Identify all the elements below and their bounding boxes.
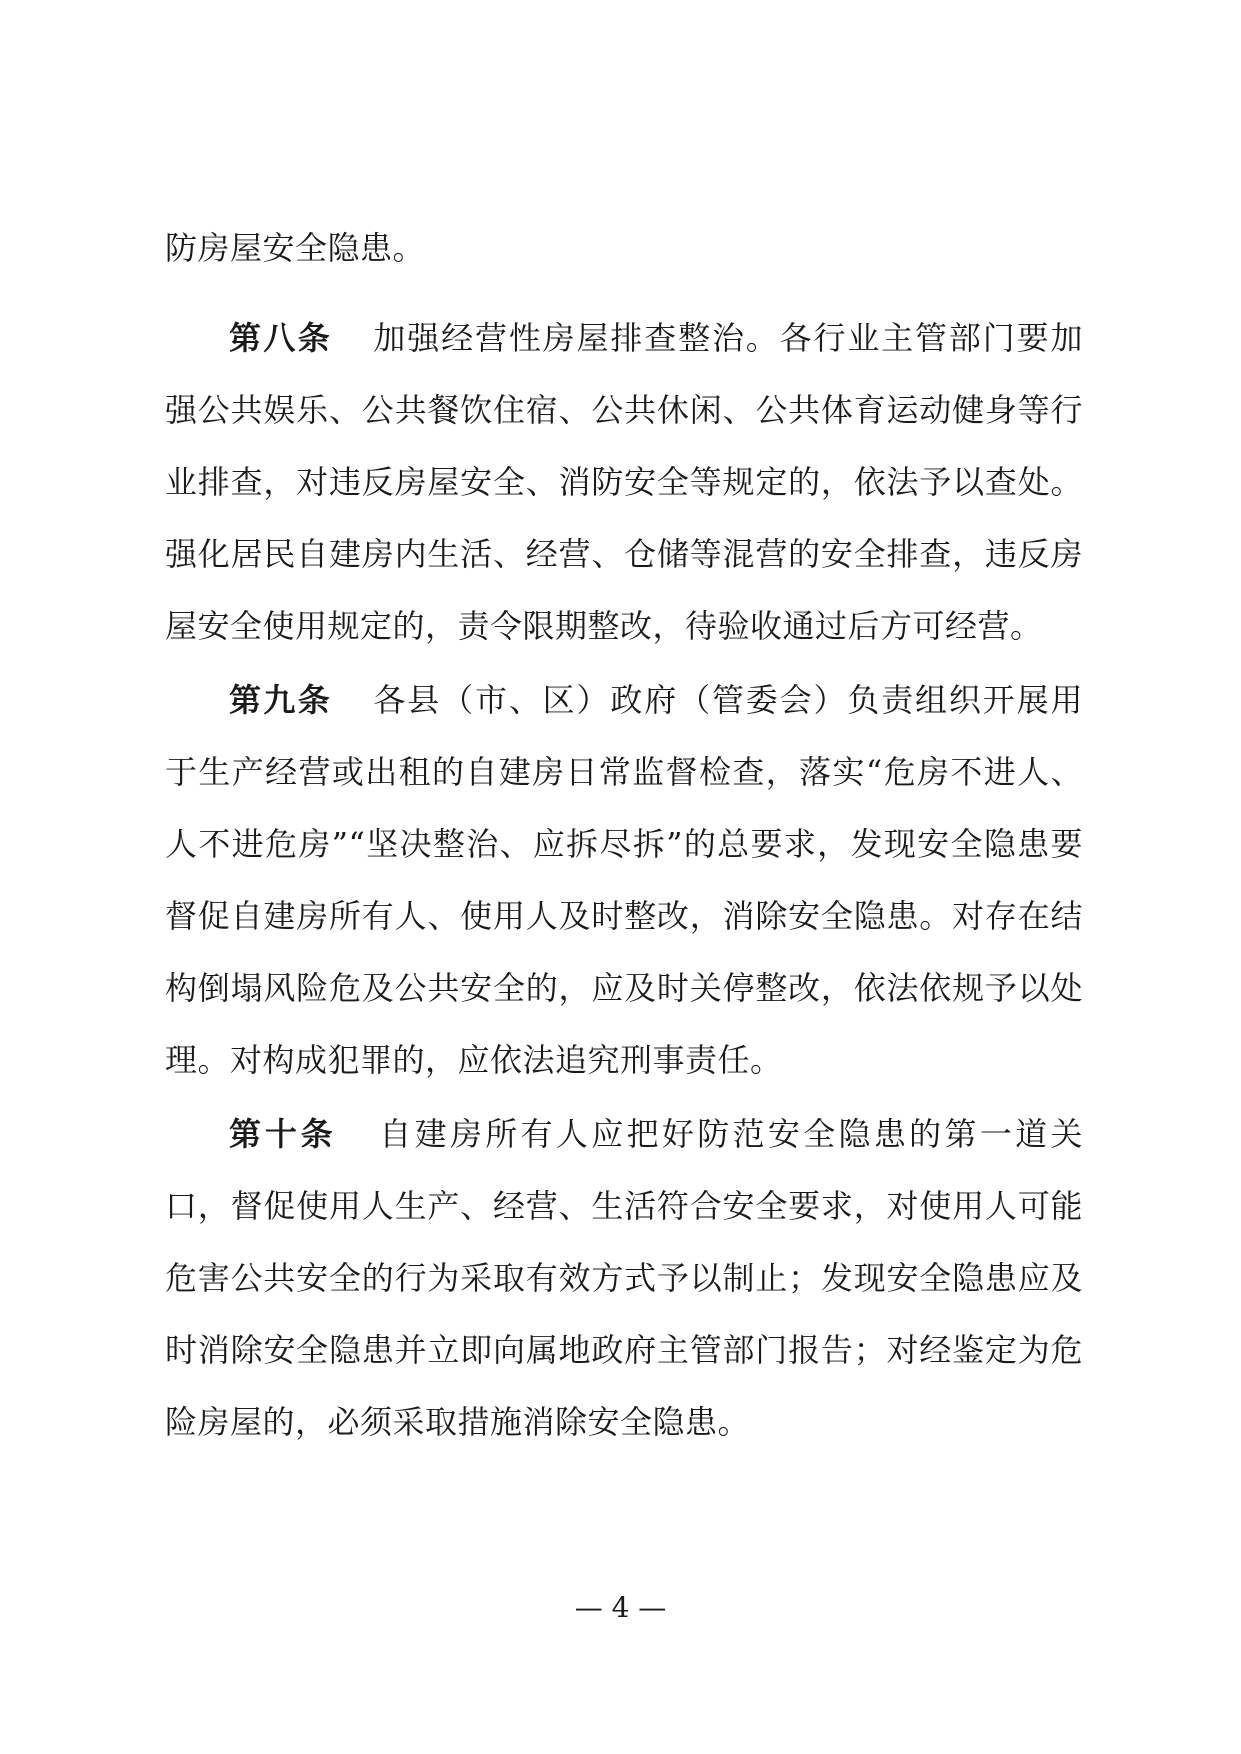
article-10-paragraph (165, 1098, 1083, 1458)
continuation-text: 防房屋安全隐患。 (165, 229, 426, 267)
article-9-body: 各县（市、区）政府（管委会）负责组织开展用于生产经营或出租的自建房日常监督检查，落实“危房不进人、人不进危房”“坚决整治、应拆尽拆”的总要求，发现安全隐患要督促自建房所有人、使用人及时整改，消除安全隐患。对存在结构倒塌风险危及公共安全的，应及时关停整改，依法依规予以处理。对构成犯罪的，应依法追究刑事责任。 (165, 681, 1083, 1079)
article-10-heading: 第十条 (229, 1115, 337, 1153)
page-number: — 4 — (574, 1591, 667, 1624)
article-9-heading: 第九条 (229, 681, 333, 719)
article-8-paragraph (165, 302, 1083, 662)
article-9-paragraph (165, 664, 1083, 1096)
article-10 (165, 1098, 1083, 1458)
continuation-paragraph (165, 212, 1083, 284)
article-8-body: 加强经营性房屋排查整治。各行业主管部门要加强公共娱乐、公共餐饮住宿、公共休闲、公共体育运动健身等行业排查，对违反房屋安全、消防安全等规定的，依法予以查处。强化居民自建房内生活、经营、仓储等混营的安全排查，违反房屋安全使用规定的，责令限期整改，待验收通过后方可经营。 (165, 319, 1083, 645)
article-8-heading: 第八条 (229, 319, 333, 357)
article-9 (165, 664, 1083, 1096)
article-8 (165, 302, 1083, 662)
article-10-body: 自建房所有人应把好防范安全隐患的第一道关口，督促使用人生产、经营、生活符合安全要求，对使用人可能危害公共安全的行为采取有效方式予以制止；发现安全隐患应及时消除安全隐患并立即向属地政府主管部门报告；对经鉴定为危险房屋的，必须采取措施消除安全隐患。 (165, 1115, 1083, 1441)
